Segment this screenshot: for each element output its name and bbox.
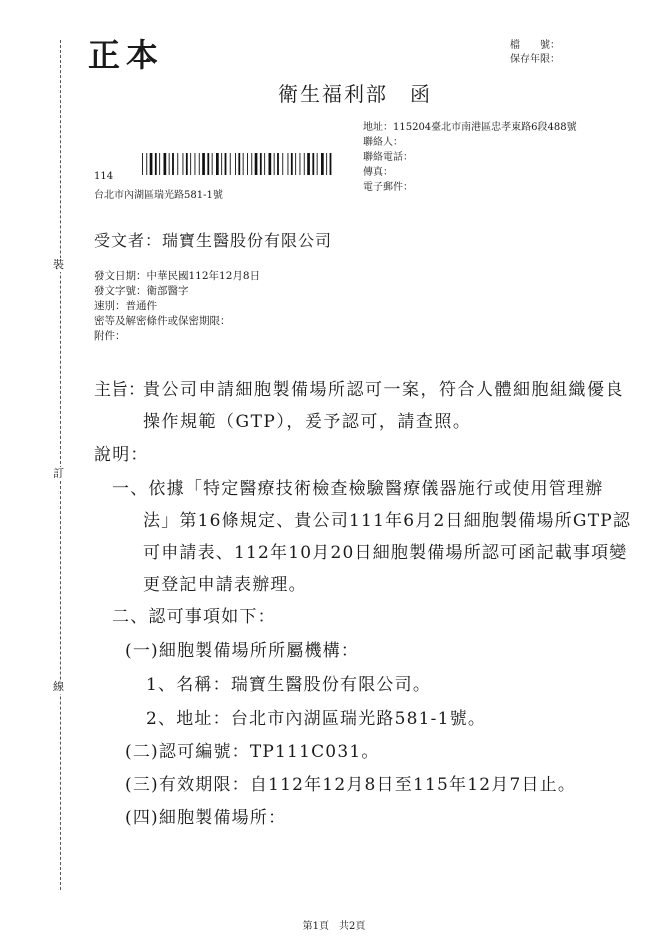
contact-phone: 聯絡電話：	[363, 152, 413, 163]
postal-code: 114	[94, 171, 114, 182]
binding-mark-line: 線	[53, 680, 64, 693]
item2-sub1: (一)細胞製備場所所屬機構：	[125, 641, 360, 661]
item1-line-3: 可申請表、112年10月20日細胞製備場所認可函記載事項變	[143, 543, 628, 563]
binding-mark-staple: 訂	[53, 467, 64, 480]
item1-line-1: 一、依據「特定醫療技術檢查檢驗醫療儀器施行或使用管理辦	[112, 479, 604, 499]
contact-person: 聯絡人：	[363, 137, 403, 148]
postal-barcode	[142, 153, 334, 175]
item2-sub3: (三)有效期限：自112年12月8日至115年12月7日止。	[125, 775, 577, 795]
delivery-speed: 速別：普通件	[94, 300, 157, 312]
agency-title: 衛生福利部 函	[278, 82, 432, 106]
retention-period-label: 保存年限：	[510, 54, 560, 65]
subject-line-1: 貴公司申請細胞製備場所認可一案，符合人體細胞組織優良	[143, 380, 624, 400]
item2-sub1-address: 2、地址：台北市內湖區瑞光路581-1號。	[146, 709, 487, 729]
contact-email: 電子郵件：	[363, 182, 413, 193]
item1-line-4: 更登記申請表辦理。	[143, 575, 307, 595]
attachments: 附件：	[94, 330, 126, 342]
issue-date: 發文日期：中華民國112年12月8日	[94, 270, 261, 282]
page-footer: 第1頁 共2頁	[302, 921, 366, 932]
subject-label: 主旨：	[94, 380, 145, 400]
explanation-label: 說明：	[94, 445, 149, 465]
secrecy-level: 密等及解密條件或保密期限：	[94, 315, 231, 327]
item2-sub1-name: 1、名稱：瑞寶生醫股份有限公司。	[146, 675, 432, 695]
file-number-label: 檔 號：	[510, 40, 560, 51]
copy-type-stamp: 正本	[88, 36, 165, 74]
item2-sub4: (四)細胞製備場所：	[125, 808, 287, 828]
mailing-address: 台北市內湖區瑞光路581-1號	[94, 190, 223, 201]
contact-fax: 傳真：	[363, 167, 393, 178]
binding-mark-bind: 裝	[53, 258, 64, 271]
binding-line	[60, 40, 61, 890]
agency-address: 地址：115204臺北市南港區忠孝東路6段488號	[363, 122, 577, 133]
subject-line-2: 操作規範（GTP），爰予認可，請查照。	[143, 412, 472, 432]
item1-line-2: 法」第16條規定、貴公司111年6月2日細胞製備場所GTP認	[143, 511, 632, 531]
item2-sub2: (二)認可編號：TP111C031。	[125, 742, 380, 762]
document-number: 發文字號：衛部醫字	[94, 285, 189, 297]
recipient: 受文者：瑞寶生醫股份有限公司	[94, 231, 333, 250]
item2-heading: 二、認可事項如下：	[112, 607, 276, 627]
